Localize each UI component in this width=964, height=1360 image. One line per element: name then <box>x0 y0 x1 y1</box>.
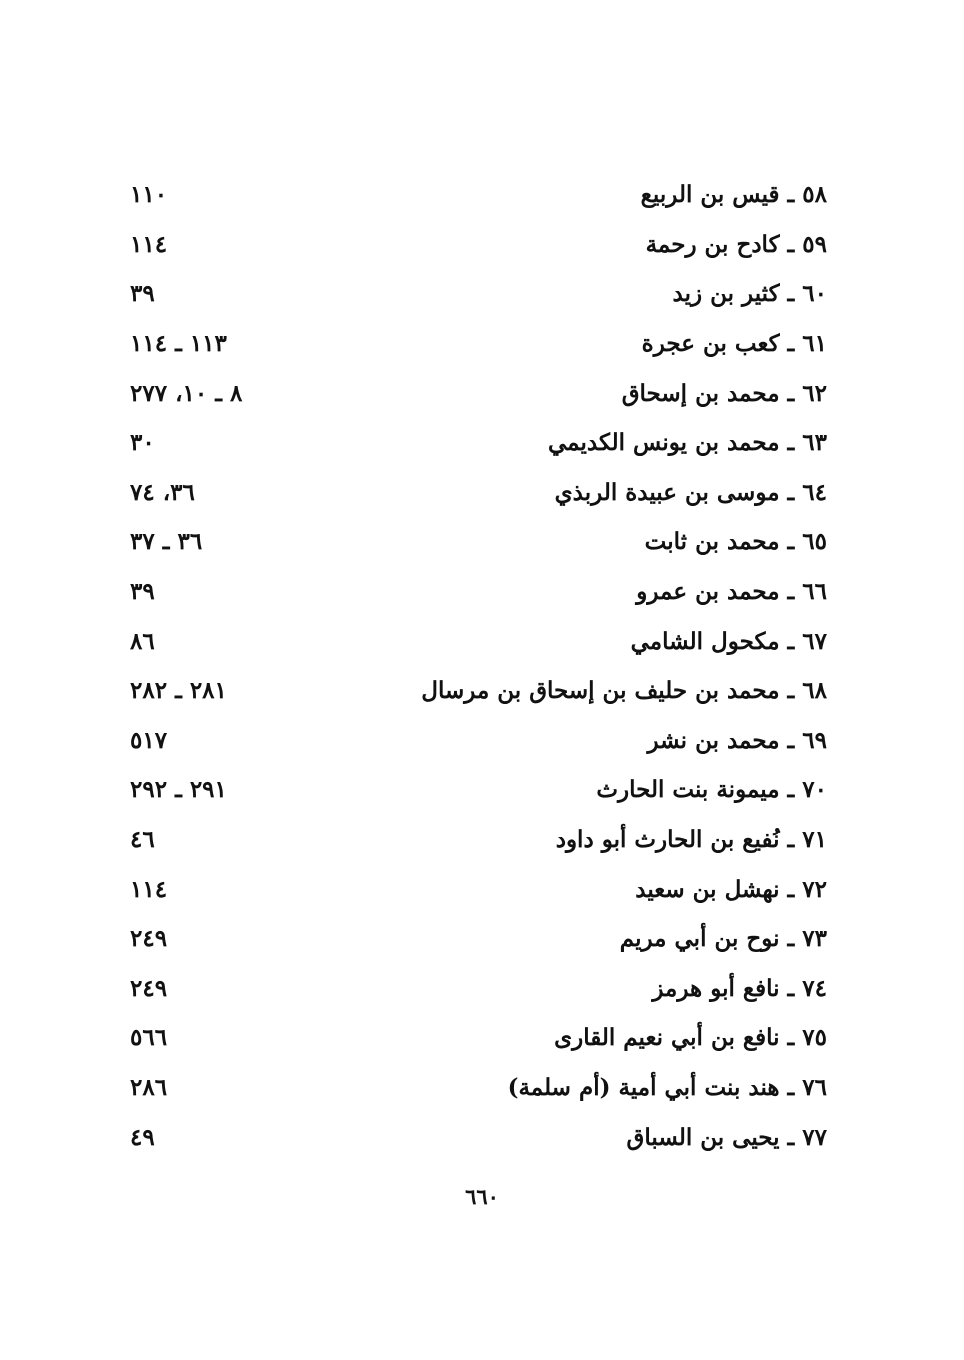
entry-name: ٦٨ ـ محمد بن حليف بن إسحاق بن مرسال <box>421 677 827 705</box>
entry-pages: ٢٤٩ <box>130 925 168 953</box>
entry-pages: ٤٩ <box>130 1123 155 1151</box>
entry-pages: ٣٩ <box>130 280 155 308</box>
index-entry <box>130 567 827 617</box>
index-entry <box>130 468 827 518</box>
page-number: ٦٦٠ <box>465 1184 499 1209</box>
entry-name: ٧٠ ـ ميمونة بنت الحارث <box>596 776 827 804</box>
entry-name: ٥٨ ـ قيس بن الربيع <box>640 181 827 209</box>
entry-pages: ٢٩١ ـ ٢٩٢ <box>130 776 227 804</box>
entry-pages: ٢٤٩ <box>130 974 168 1002</box>
entry-pages: ٣٩ <box>130 578 155 606</box>
entry-pages: ٢٨٦ <box>130 1073 168 1101</box>
index-entry <box>130 616 827 666</box>
entry-name: ٦١ ـ كعب بن عجرة <box>641 330 827 358</box>
entry-pages: ٨٦ <box>130 627 155 655</box>
entry-pages: ٣٦، ٧٤ <box>130 478 195 506</box>
narrators-index <box>130 170 827 1162</box>
entry-pages: ٢٨١ ـ ٢٨٢ <box>130 677 227 705</box>
index-entry <box>130 716 827 766</box>
entry-name: ٦٦ ـ محمد بن عمرو <box>636 578 827 606</box>
index-entry <box>130 220 827 270</box>
index-entry <box>130 319 827 369</box>
index-entry <box>130 914 827 964</box>
entry-pages: ٤٦ <box>130 826 155 854</box>
entry-name: ٧٥ ـ نافع بن أبي نعيم القارى <box>554 1024 827 1052</box>
index-entry <box>130 418 827 468</box>
index-entry <box>130 368 827 418</box>
index-entry <box>130 864 827 914</box>
entry-name: ٧٦ ـ هند بنت أبي أمية (أم سلمة) <box>507 1073 827 1101</box>
entry-pages: ١١٤ <box>130 230 168 258</box>
entry-name: ٦٣ ـ محمد بن يونس الكديمي <box>548 429 827 457</box>
index-entry <box>130 964 827 1014</box>
index-entry <box>130 269 827 319</box>
index-entry <box>130 1063 827 1113</box>
entry-pages: ٣٠ <box>130 429 155 457</box>
entry-name: ٦٢ ـ محمد بن إسحاق <box>621 379 827 407</box>
entry-name: ٦٩ ـ محمد بن نشر <box>647 726 827 754</box>
entry-name: ٧٤ ـ نافع أبو هرمز <box>652 974 827 1002</box>
entry-pages: ٣٦ ـ ٣٧ <box>130 528 203 556</box>
index-entry <box>130 765 827 815</box>
entry-name: ٦٤ ـ موسى بن عبيدة الربذي <box>554 478 827 506</box>
entry-pages: ٥١٧ <box>130 726 168 754</box>
index-entry <box>130 517 827 567</box>
entry-name: ٦٧ ـ مكحول الشامي <box>630 627 827 655</box>
index-entry <box>130 666 827 716</box>
entry-name: ٧١ ـ نُفيع بن الحارث أبو داود <box>555 826 827 854</box>
index-entry <box>130 170 827 220</box>
entry-name: ٦٠ ـ كثير بن زيد <box>672 280 827 308</box>
entry-name: ٧٧ ـ يحيى بن السباق <box>626 1123 827 1151</box>
entry-name: ٦٥ ـ محمد بن ثابت <box>644 528 827 556</box>
entry-pages: ١١٠ <box>130 181 168 209</box>
index-entry <box>130 1112 827 1162</box>
entry-name: ٧٣ ـ نوح بن أبي مريم <box>619 925 827 953</box>
index-entry <box>130 1013 827 1063</box>
entry-pages: ٥٦٦ <box>130 1024 168 1052</box>
entry-pages: ١١٤ <box>130 875 168 903</box>
entry-pages: ٨ ـ ١٠، ٢٧٧ <box>130 379 243 407</box>
index-entry <box>130 815 827 865</box>
entry-name: ٥٩ ـ كادح بن رحمة <box>645 230 827 258</box>
entry-name: ٧٢ ـ نهشل بن سعيد <box>635 875 827 903</box>
entry-pages: ١١٣ ـ ١١٤ <box>130 330 227 358</box>
